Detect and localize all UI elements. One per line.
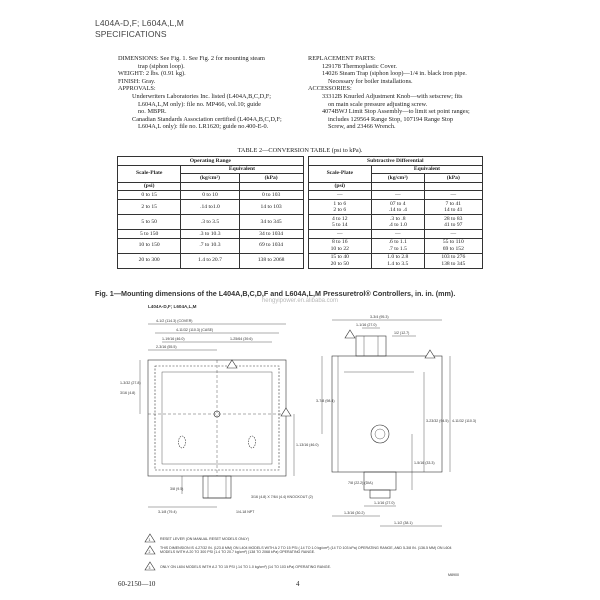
differential-kpa: 55 to 110 69 to 152: [424, 238, 482, 253]
specifications-right-column: [308, 55, 498, 131]
differential-kpa: 28 to 83 41 to 97: [424, 214, 482, 229]
operating-kgcm: 1.4 to 20.7: [181, 253, 239, 268]
footer-page-number: 4: [296, 580, 300, 588]
accessories-heading: ACCESSORIES:: [308, 85, 352, 93]
differential-kpa: —: [424, 229, 482, 238]
accessory-2-cont-2: Screw, and 23466 Wrench.: [328, 123, 396, 131]
differential-psi: 8 to 16 10 to 22: [308, 238, 371, 253]
note-1-marker-side: [345, 330, 355, 338]
operating-kpa: 34 to 1034: [239, 229, 303, 238]
kpa-header-right: (kPa): [424, 174, 482, 183]
differential-kpa: 7 to 41 14 to 41: [424, 199, 482, 214]
dim-knob-offset: 1-1/16 (27.0): [356, 323, 377, 327]
approvals-heading: APPROVALS:: [118, 85, 156, 93]
csa-approval-2: L604A,L only): file no. LR1620; guide no.400-E-0.: [138, 123, 269, 131]
dim-knob-width: 1/2 (12.7): [394, 331, 410, 335]
operating-kgcm: 0 to 10: [181, 191, 239, 200]
footer-doc-number: 60-2150—10: [118, 580, 156, 588]
kpa-header-left: (kPa): [239, 174, 303, 183]
scale-plate-header-left: Scale-Plate: [118, 165, 181, 182]
table-row: [118, 199, 483, 214]
dimensions-text: DIMENSIONS: See Fig. 1. See Fig. 2 for mounting steam: [118, 55, 265, 62]
table-row: [118, 253, 483, 268]
note-1-text: RESET LEVER (ON MANUAL RESET MODELS ONLY): [160, 537, 249, 541]
differential-kgcm: .3 to .8 .4 to 1.0: [371, 214, 424, 229]
replacement-part-2: 14026 Steam Trap (siphon loop)—1/4 in. black iron pipe.: [322, 70, 467, 78]
operating-kgcm: .3 to 10.3: [181, 229, 239, 238]
differential-kgcm: 07 to 4 .14 to .4: [371, 199, 424, 214]
dim-case-width: 4-11/32 (110.3) (CASE): [176, 328, 214, 332]
subtractive-differential-header: Subtractive Differential: [308, 157, 482, 166]
replacement-part-2-cont: Necessary for boiler installations.: [328, 77, 413, 85]
note-2-number: 2: [148, 550, 151, 554]
scale-plate-psi: 5 to 50: [118, 214, 181, 229]
dim-front-offset: 2-3/16 (55.5): [156, 345, 177, 349]
dim-right-half: 1-25/64 (39.6): [230, 337, 253, 341]
specifications-left-column: [118, 55, 306, 131]
conversion-table: [117, 156, 483, 269]
dim-knockout-note: 3/16 (4.8) X 7/64 (4.4) KNOCKOUT (2): [251, 495, 313, 499]
accessory-1: 33312B Knurled Adjustment Knob—with setscrew; fits: [322, 92, 463, 100]
differential-psi: 4 to 12 5 to 14: [308, 214, 371, 229]
differential-kpa: —: [424, 191, 482, 200]
operating-kpa: 69 to 1034: [239, 238, 303, 253]
equivalent-header-left: Equivalent: [181, 165, 303, 174]
differential-kgcm: —: [371, 229, 424, 238]
dim-left-half: 1-19/16 (46.0): [162, 337, 185, 341]
differential-kgcm: .6 to 1.1 .7 to 1.5: [371, 238, 424, 253]
note-1-number: 1: [148, 538, 151, 542]
operating-kgcm: .3 to 3.5: [181, 214, 239, 229]
ul-approval-3: no. MBPR.: [138, 108, 167, 116]
note-3-marker-front: [281, 408, 291, 416]
dimensions-text-cont: trap (siphon loop).: [138, 62, 185, 70]
dim-vertical-bottom: 1-13/16 (46.0): [296, 443, 319, 447]
differential-psi: 1 to 6 2 to 6: [308, 199, 371, 214]
differential-psi: —: [308, 191, 371, 200]
csa-approval-1: Canadian Standards Association certified (L404A,B,C,D,F;: [132, 115, 282, 123]
side-knockout: [371, 425, 389, 443]
weight-text: WEIGHT: 2 lbs. (0.91 kg).: [118, 70, 186, 78]
mounting-dimensions-figure: [118, 294, 486, 584]
differential-psi: 15 to 40 20 to 50: [308, 253, 371, 268]
front-view-label: L404A-D,F; L604A,L,M: [148, 304, 197, 309]
adjustment-knob-side: [356, 336, 386, 356]
dim-side-lower: 1-5/16 (33.3): [414, 461, 435, 465]
scale-plate-psi: 0 to 15: [118, 191, 181, 200]
ul-approval-1: Underwriters Laboratories Inc. listed (L404A,B,C,D,F;: [132, 92, 272, 100]
table-row: [118, 214, 483, 229]
knockout-right: [249, 436, 256, 448]
table-row: [118, 238, 483, 253]
side-case-outline: [332, 356, 442, 472]
figure-code: M8900: [448, 573, 459, 577]
accessory-2-cont: includes 129564 Range Stop, 107194 Range Stop: [328, 115, 454, 123]
dim-side-depth: 3-3/4 (95.3): [370, 315, 389, 319]
dim-side-dia: 7/8 (22.2) (DIA): [348, 481, 373, 485]
operating-range-header: Operating Range: [118, 157, 304, 166]
section-title: SPECIFICATIONS: [95, 29, 167, 39]
conversion-table-body: [118, 191, 483, 268]
table-row: [118, 229, 483, 238]
operating-kgcm: .7 to 10.3: [181, 238, 239, 253]
figure-labels: [120, 304, 476, 577]
operating-kpa: 14 to 103: [239, 199, 303, 214]
differential-psi: —: [308, 229, 371, 238]
psi-header-right: (psi): [308, 182, 371, 191]
dim-knockout-height: 3/8 (9.5): [170, 487, 184, 491]
dim-side-height: 3-7/8 (98.4): [316, 399, 335, 403]
dim-pipe-thread: 1/4-18 NPT: [236, 510, 255, 514]
watermark: hengyipower.en.alibaba.com: [261, 298, 339, 304]
differential-kgcm: 1.0 to 2.8 1.4 to 3.5: [371, 253, 424, 268]
knockout-left: [179, 436, 186, 448]
dim-side-fitting: 1-1/16 (27.0): [374, 501, 395, 505]
dim-side-base: 1-3/16 (30.2): [344, 511, 365, 515]
dim-side-right-base: 1-1/2 (38.1): [394, 521, 413, 525]
scale-plate-psi: 20 to 300: [118, 253, 181, 268]
differential-kpa: 103 to 276 138 to 345: [424, 253, 482, 268]
dim-small-offset: 3/16 (4.8): [120, 391, 136, 395]
scale-plate-psi: 10 to 150: [118, 238, 181, 253]
replacement-heading: REPLACEMENT PARTS:: [308, 55, 376, 62]
dim-cover-width: 4-1/2 (114.3) (COVER): [156, 319, 193, 323]
equivalent-header-right: Equivalent: [371, 165, 482, 174]
kgcm-header-left: (kg/cm²): [181, 174, 239, 183]
dim-vertical-top: 1-3/32 (27.8): [120, 381, 141, 385]
table-caption: TABLE 2—CONVERSION TABLE (psi to kPa).: [237, 147, 363, 154]
dim-side-total-height: 4-11/32 (110.3): [452, 419, 477, 423]
psi-header-left: (psi): [118, 182, 181, 191]
operating-kpa: 34 to 345: [239, 214, 303, 229]
differential-kgcm: —: [371, 191, 424, 200]
scale-plate-psi: 2 to 15: [118, 199, 181, 214]
dim-base-width: 3-1/8 (79.4): [158, 510, 177, 514]
table-row: [118, 191, 483, 200]
pipe-fitting-front: [203, 476, 231, 498]
operating-kgcm: .14 to1.0: [181, 199, 239, 214]
kgcm-header-right: (kg/cm²): [371, 174, 424, 183]
operating-kpa: 0 to 103: [239, 191, 303, 200]
scale-plate-header-right: Scale-Plate: [308, 165, 371, 182]
note-2-text: THIS DIMENSION IS 4-27/32 IN. (123.8 MM) ON L404 MODELS WITH A 2 TO 15 PSI (.14 TO 1.0 kg/cm²) (14 TO 103 kPa) OPERATING RANGE, AND 5-3/8 IN. (136.5 MM) ON L604 MODELS WITH A 20 TO 300 PSI (1.4 TO 20.7 kg/cm²) (138 TO 2068 kPa) OPERATING RANGE.: [160, 546, 452, 555]
ul-approval-2: L604A,L,M only): file no. MP466, vol.10; guide: [138, 100, 261, 108]
page-header: [95, 18, 184, 40]
operating-kpa: 138 to 2068: [239, 253, 303, 268]
figure-caption: Fig. 1—Mounting dimensions of the L404A,B,C,D,F and L604A,L,M Pressuretrol® Controllers, in. in. (mm).: [95, 289, 456, 298]
note-3-text: ONLY ON L604 MODELS WITH A 2 TO 15 PSI (.14 TO 1.0 kg/cm²) (14 TO 103 kPa) OPERATING RANGE.: [160, 565, 331, 569]
accessory-1-cont: on main scale pressure adjusting screw.: [328, 100, 428, 108]
note-1-marker-front: [227, 360, 237, 368]
model-line: L404A-D,F; L604A,L,M: [95, 18, 184, 28]
note-3-number: 3: [148, 566, 151, 570]
replacement-part-1: 129178 Thermoplastic Cover.: [322, 62, 397, 70]
figure-drawing: [118, 294, 486, 584]
accessory-2: 4074BWJ Limit Stop Assembly—to limit set point ranges;: [322, 108, 470, 116]
scale-plate-psi: 5 to 150: [118, 229, 181, 238]
dim-side-inner-height: 3-23/32 (94.5): [426, 419, 449, 423]
finish-text: FINISH: Gray.: [118, 77, 156, 85]
note-2-marker-side: [425, 350, 435, 358]
